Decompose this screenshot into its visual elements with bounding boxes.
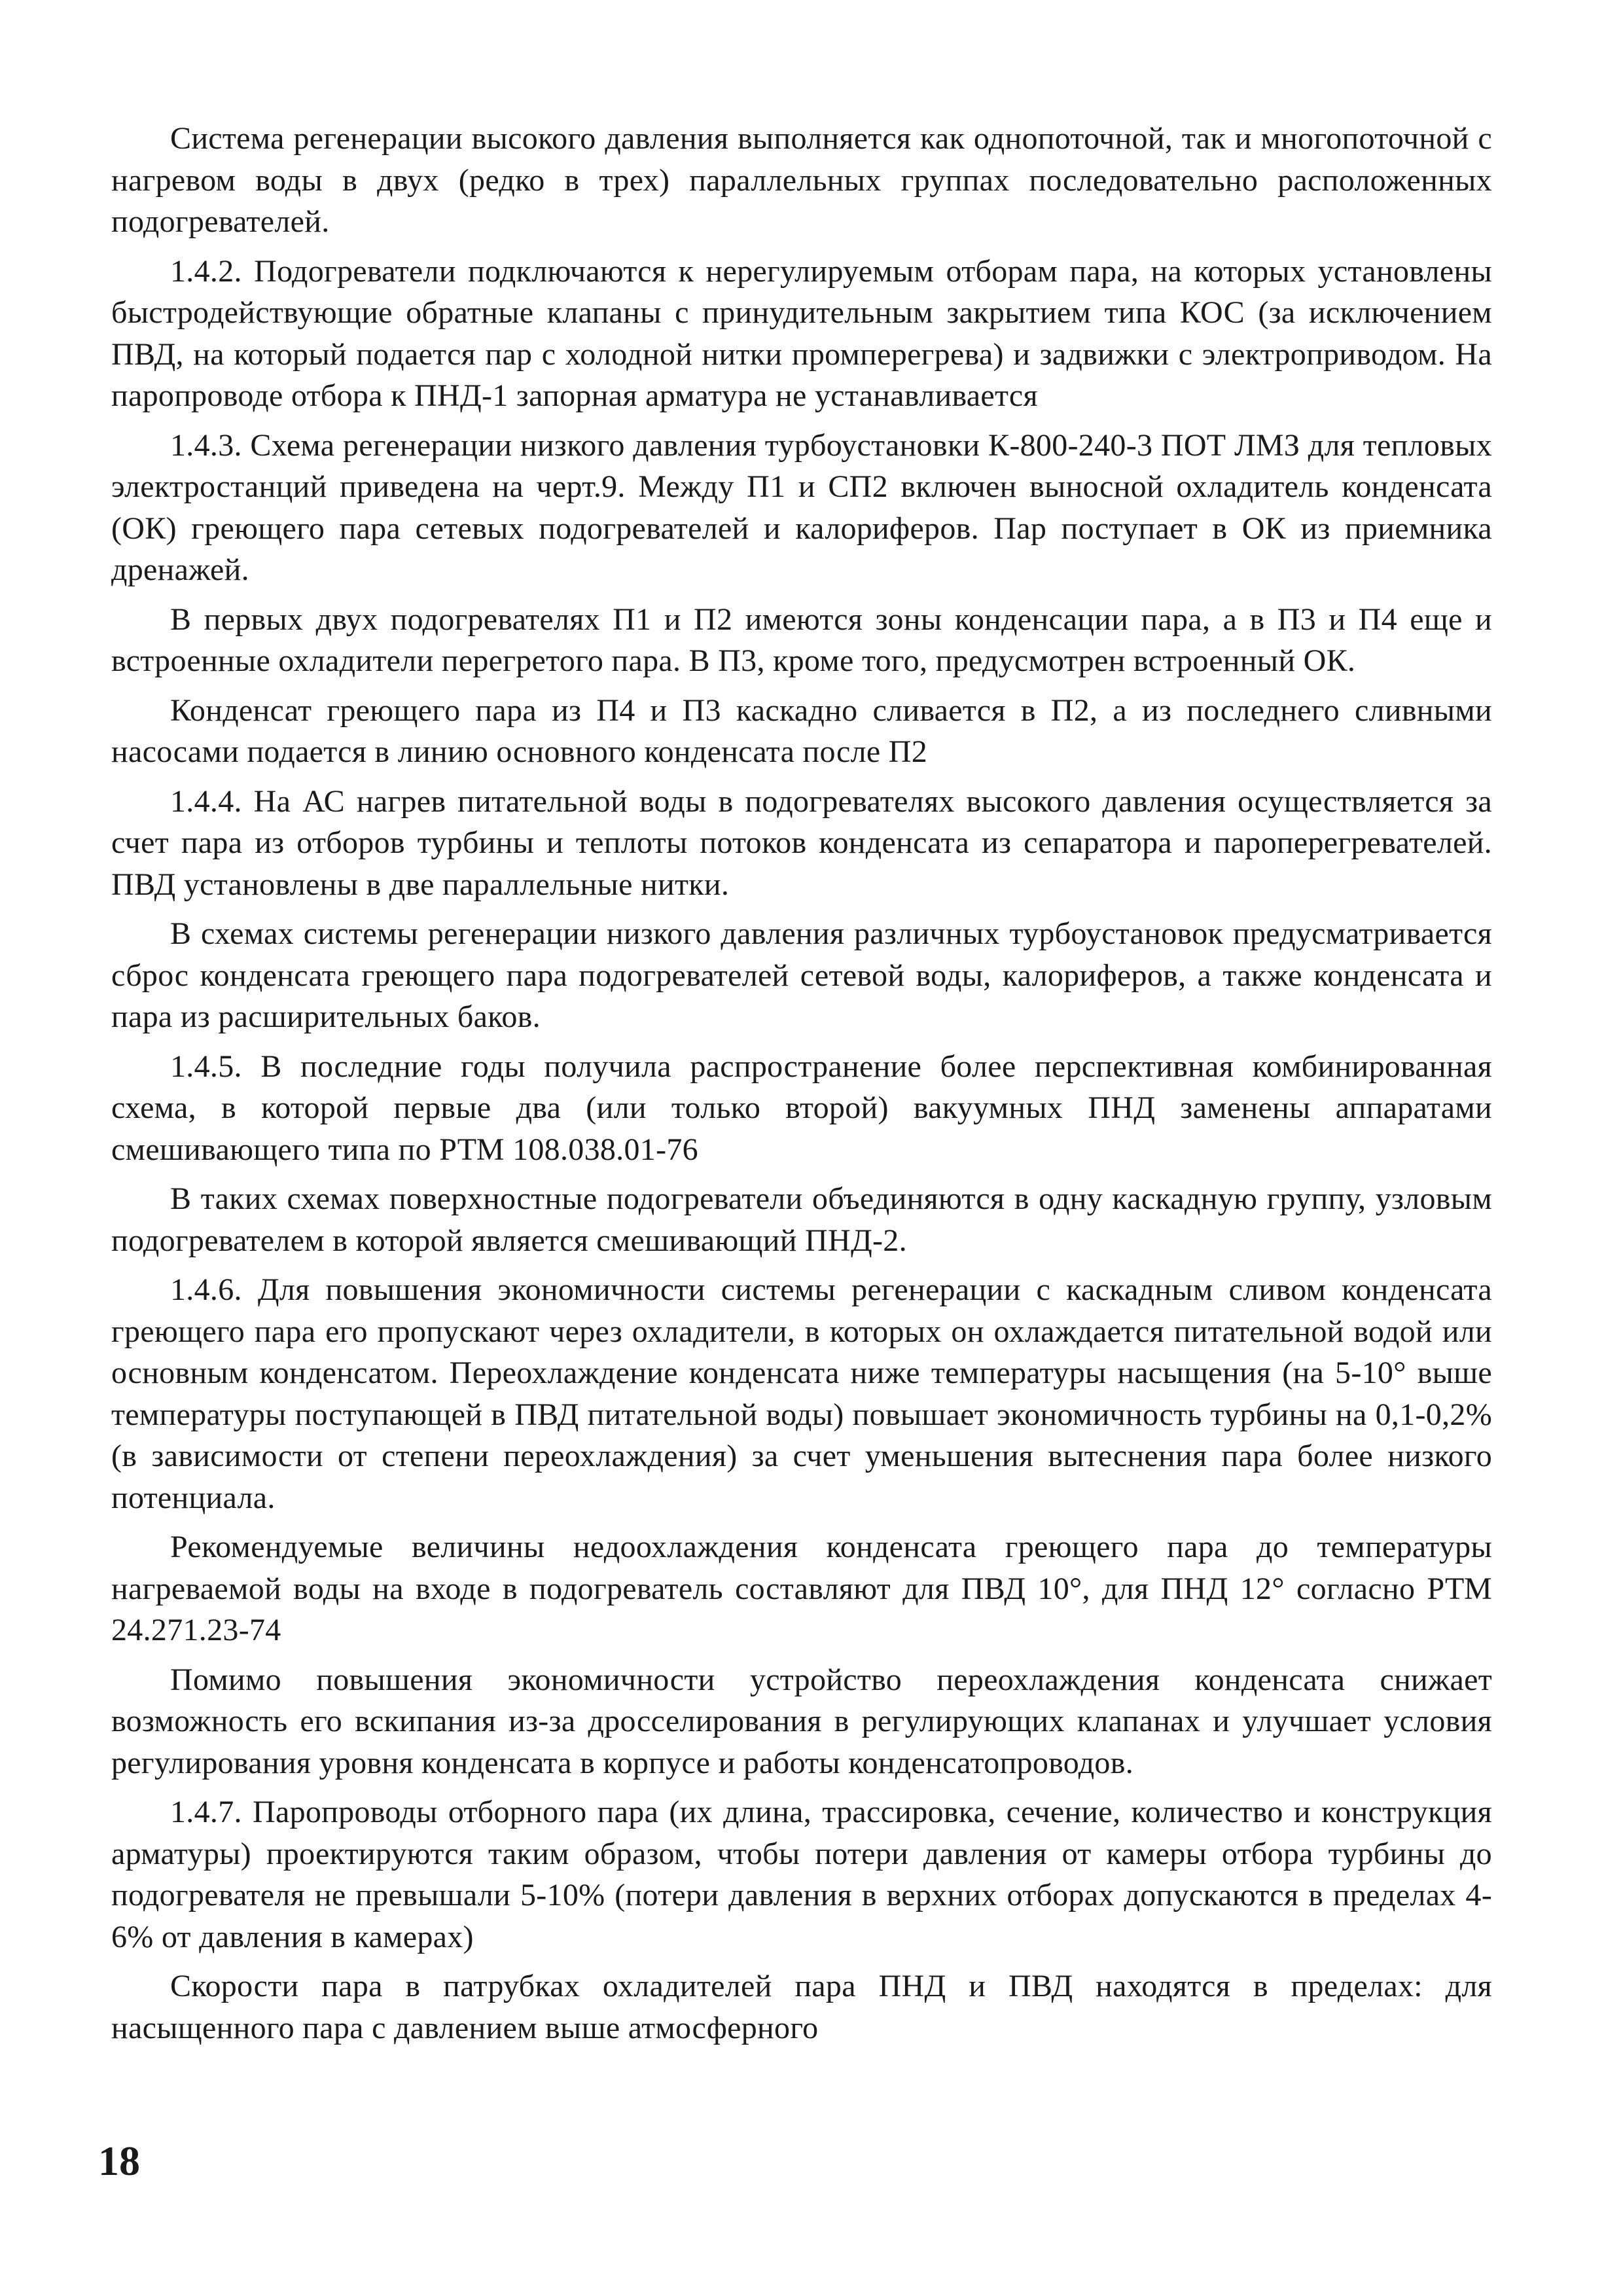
- paragraph-1-4-6: 1.4.6. Для повышения экономичности системы регенерации с каскадным сливом конденсата греющего пара его пропускают через охладители, в которых он охлаждается питательной водой или основным конденсатом. Переохлаждение конденсата ниже температуры насыщения (на 5-10° выше температуры поступающей в ПВД питательной воды) повышает экономичность турбины на 0,1-0,2% (в зависимости от степени переохлаждения) за счет уменьшения вытеснения пара более низкого потенциала.: [111, 1272, 1492, 1515]
- body-text: [111, 118, 1492, 2056]
- paragraph-1-4-4: 1.4.4. На АС нагрев питательной воды в подогревателях высокого давления осуществляется за счет пара из отборов турбины и теплоты потоков конденсата из сепаратора и пароперегревателей. ПВД установлены в две параллельные нитки.: [111, 783, 1492, 902]
- paragraph-recommended-undercooling: Рекомендуемые величины недоохлаждения конденсата греющего пара до температуры нагреваемой воды на входе в подогреватель составляют для ПВД 10°, для ПНД 12° согласно РТМ 24.271.23-74: [111, 1530, 1492, 1647]
- paragraph-surface-heaters: В таких схемах поверхностные подогреватели объединяются в одну каскадную группу, узловым подогревателем в которой является смешивающий ПНД-2.: [111, 1181, 1492, 1258]
- paragraph-1-4-3: 1.4.3. Схема регенерации низкого давления турбоустановки К-800-240-3 ПОТ ЛМЗ для тепловых электростанций приведена на черт.9. Между П1 и СП2 включен выносной охладитель конденсата (ОК) греющего пара сетевых подогревателей и калориферов. Пар поступает в ОК из приемника дренажей.: [111, 427, 1492, 587]
- paragraph-regeneration-high-pressure: Система регенерации высокого давления выполняется как однопоточной, так и многопоточной с нагревом воды в двух (редко в трех) параллельных группах последовательно расположенных подогревателей.: [111, 121, 1492, 239]
- page-number: 18: [98, 2138, 140, 2184]
- paragraph-first-two-heaters: В первых двух подогревателях П1 и П2 имеются зоны конденсации пара, а в П3 и П4 еще и встроенные охладители перегретого пара. В П3, кроме того, предусмотрен встроенный ОК.: [111, 601, 1492, 678]
- paragraph-1-4-7: 1.4.7. Паропроводы отборного пара (их длина, трассировка, сечение, количество и конструкция арматуры) проектируются таким образом, чтобы потери давления от камеры отбора турбины до подогревателя не превышали 5-10% (потери давления в верхних отборах допускаются в пределах 4-6% от давления в камерах): [111, 1795, 1492, 1954]
- paragraph-1-4-2: 1.4.2. Подогреватели подключаются к нерегулируемым отборам пара, на которых установлены быстродействующие обратные клапаны с принудительным закрытием типа КОС (за исключением ПВД, на который подается пар с холодной нитки промперегрева) и задвижки с электроприводом. На паропроводе отбора к ПНД-1 запорная арматура не устанавливается: [111, 253, 1492, 413]
- paragraph-condensate-cascade: Конденсат греющего пара из П4 и П3 каскадно сливается в П2, а из последнего сливными насосами подается в линию основного конденсата после П2: [111, 692, 1492, 769]
- paragraph-1-4-5: 1.4.5. В последние годы получила распространение более перспективная комбинированная схема, в которой первые два (или только второй) вакуумных ПНД заменены аппаратами смешивающего типа по РТМ 108.038.01-76: [111, 1049, 1492, 1167]
- paragraph-low-pressure-schemes: В схемах системы регенерации низкого давления различных турбоустановок предусматривается сброс конденсата греющего пара подогревателей сетевой воды, калориферов, а также конденсата и пара из расширительных баков.: [111, 916, 1492, 1034]
- paragraph-undercooling-benefits: Помимо повышения экономичности устройство переохлаждения конденсата снижает возможность его вскипания из-за дросселирования в регулирующих клапанах и улучшает условия регулирования уровня конденсата в корпусе и работы конденсатопроводов.: [111, 1662, 1492, 1780]
- paragraph-steam-velocities: Скорости пара в патрубках охладителей пара ПНД и ПВД находятся в пределах: для насыщенного пара с давлением выше атмосферного: [111, 1969, 1492, 2045]
